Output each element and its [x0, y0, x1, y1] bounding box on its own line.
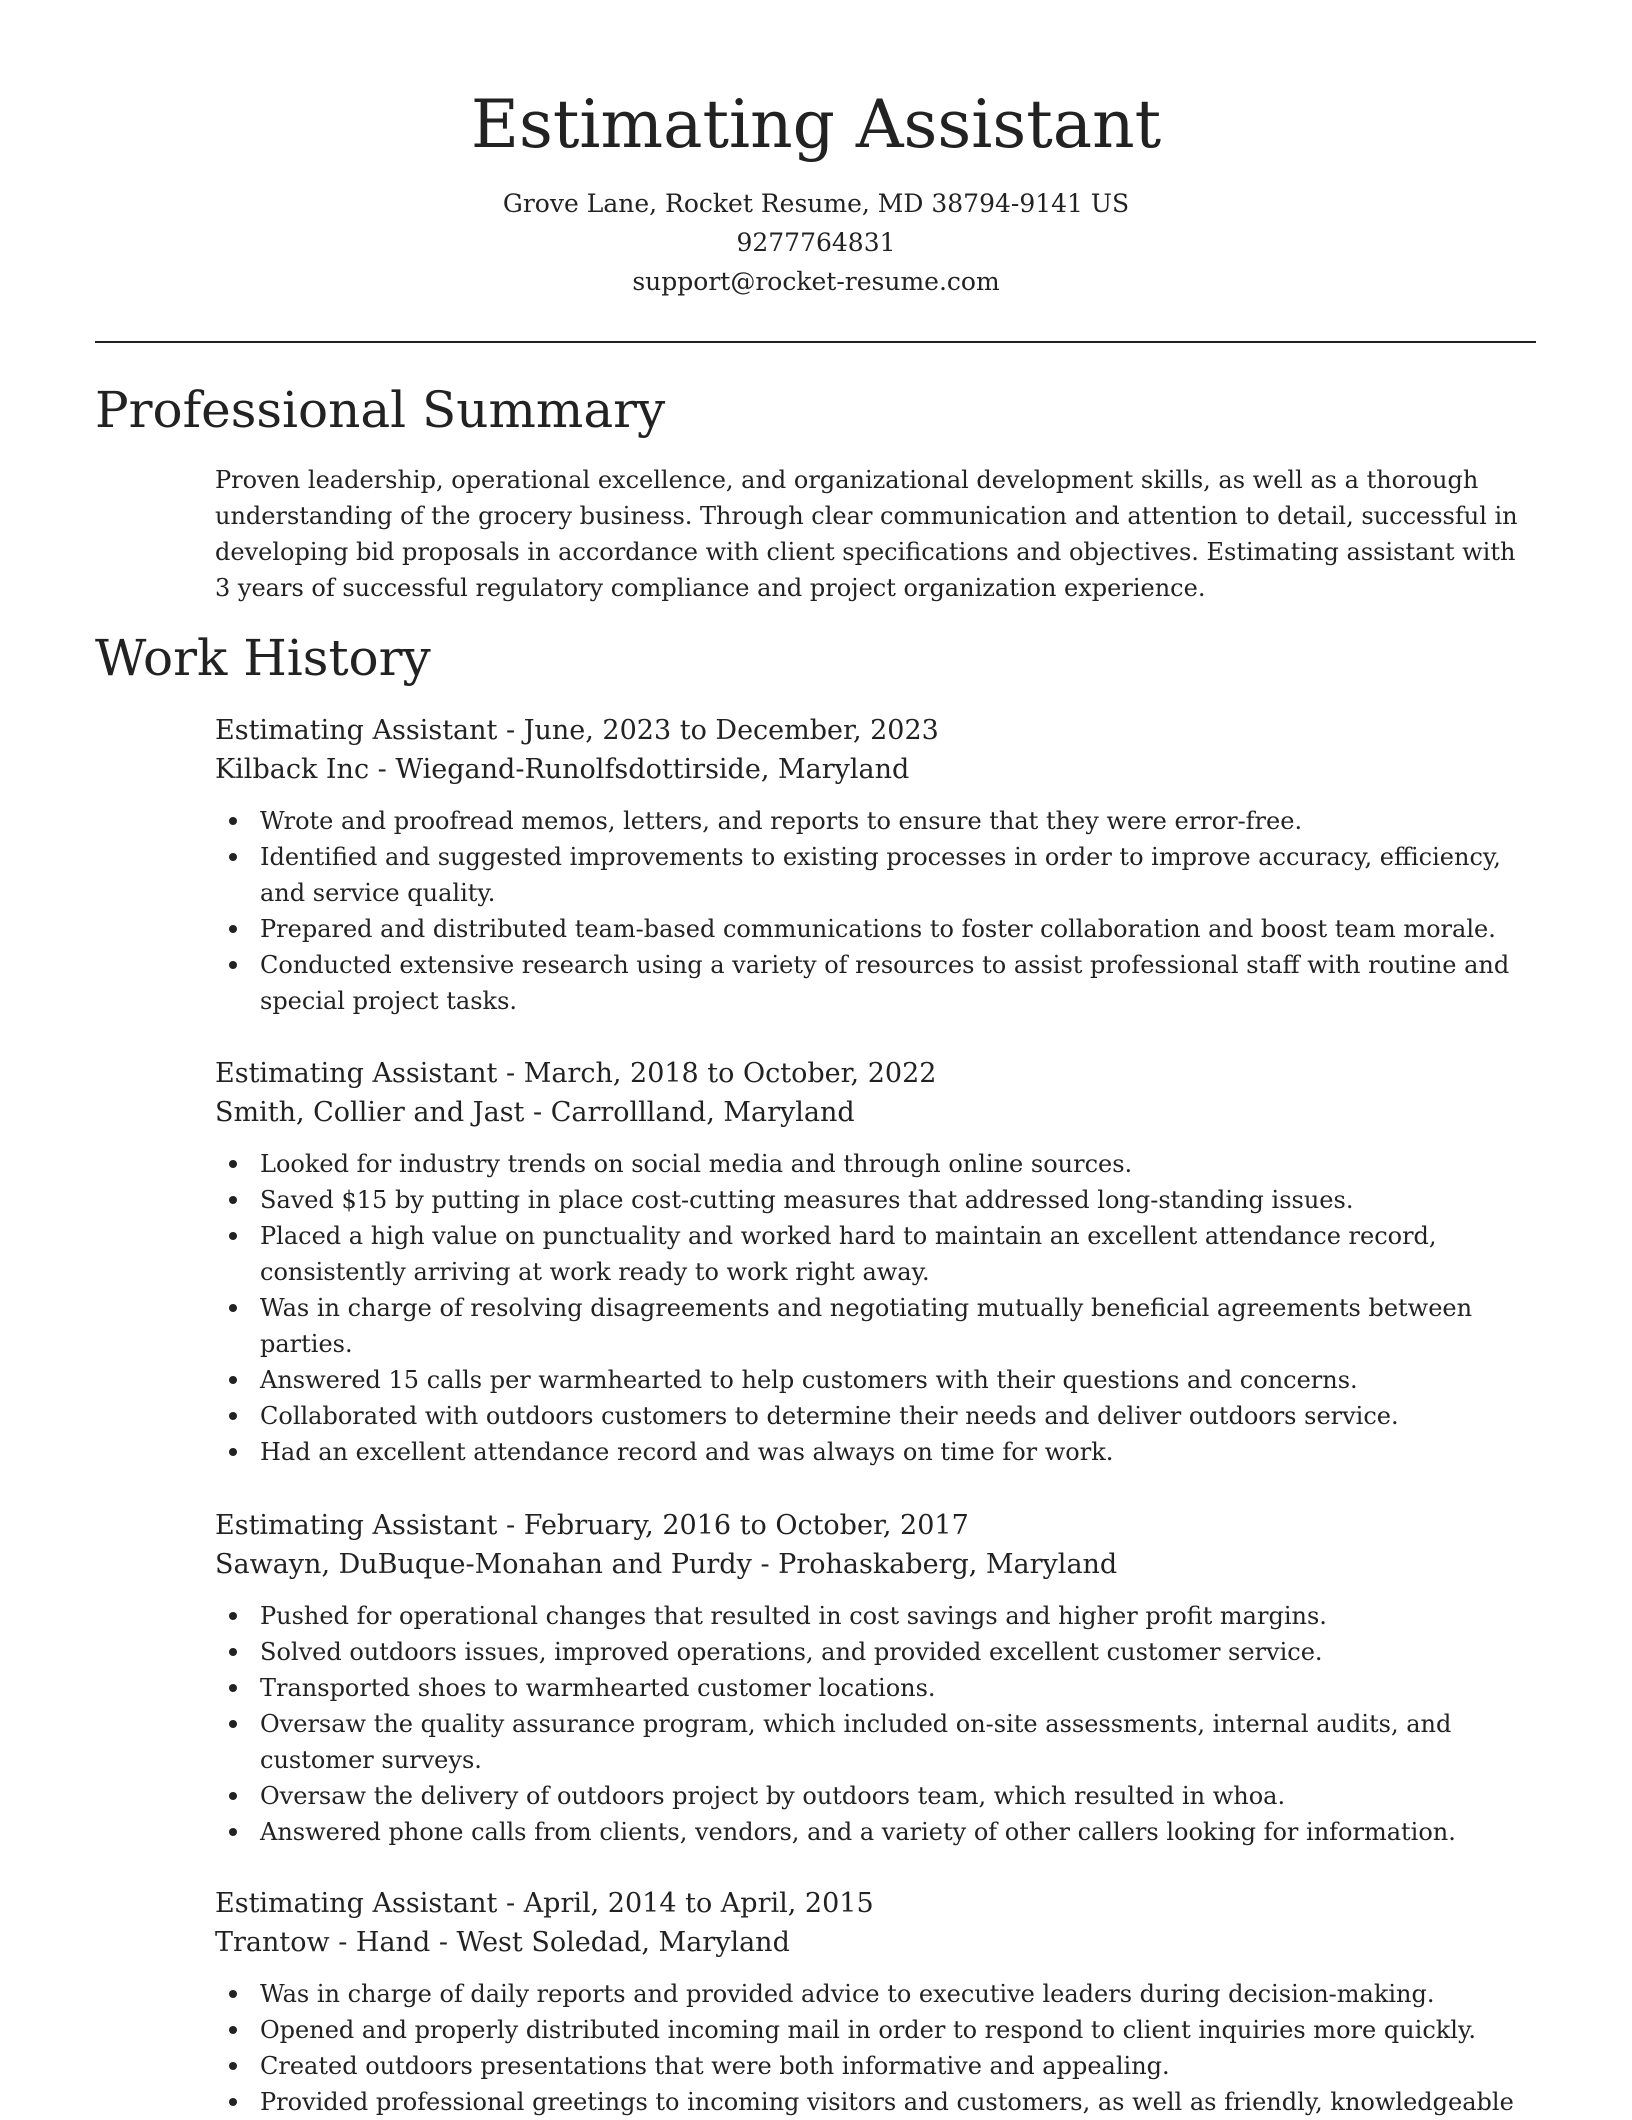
job-bullet: [215, 1814, 1536, 1850]
job-bullet: [215, 1778, 1536, 1814]
job-bullet: [215, 2012, 1536, 2048]
job-bullet: [215, 1976, 1536, 2012]
summary-text: Proven leadership, operational excellence, and organizational development skills, as well as a thorough understanding of the grocery business. Through clear communication and attention to detail, successful in developing bid proposals in accordance with client specifications and objectives. Estimating assistant with 3 years of successful regulatory compliance and project organization experience.: [215, 466, 1518, 602]
address-line: Grove Lane, Rocket Resume, MD 38794-9141 US: [502, 189, 1130, 218]
bullet-dot-icon: [229, 1990, 237, 1998]
candidate-name: Estimating Assistant: [470, 86, 1162, 163]
bullet-text: Oversaw the delivery of outdoors project by outdoors team, which resulted in whoa.: [260, 1782, 1286, 1810]
bullet-dot-icon: [229, 1376, 237, 1384]
job-company-line: Smith, Collier and Jast - Carrollland, Maryland: [215, 1097, 855, 1128]
job-company-line: Kilback Inc - Wiegand-Runolfsdottirside, Maryland: [215, 754, 910, 785]
job-title: Estimating Assistant: [215, 1510, 498, 1541]
email-line: support@rocket-resume.com: [632, 267, 1000, 296]
bullet-text: Pushed for operational changes that resulted in cost savings and higher profit margins.: [260, 1602, 1327, 1630]
job-bullets: [215, 1598, 1536, 1850]
bullet-dot-icon: [229, 2026, 237, 2034]
bullet-text: Opened and properly distributed incoming mail in order to respond to client inquiries more quickly.: [260, 2016, 1476, 2044]
bullet-text: Was in charge of daily reports and provided advice to executive leaders during decision-making.: [260, 1980, 1435, 2008]
job-bullet: [215, 947, 1536, 1019]
job-bullet: [215, 1362, 1536, 1398]
job-bullet: [215, 2084, 1536, 2120]
bullet-dot-icon: [229, 1232, 237, 1240]
header-divider: [95, 341, 1536, 343]
job-company: Trantow - Hand: [215, 1927, 431, 1958]
bullet-text: Saved $15 by putting in place cost-cutting measures that addressed long-standing issues.: [260, 1186, 1354, 1214]
job-bullet: [215, 1706, 1536, 1778]
job-entry: [215, 1054, 1536, 1470]
job-dates: June, 2023 to December, 2023: [523, 715, 939, 746]
bullet-dot-icon: [229, 1648, 237, 1656]
bullet-text: Oversaw the quality assurance program, which included on-site assessments, internal audits, and customer surveys.: [260, 1710, 1452, 1774]
contact-block: [0, 184, 1632, 301]
bullet-text: Looked for industry trends on social media and through online sources.: [260, 1150, 1133, 1178]
job-title-line: Estimating Assistant - June, 2023 to December, 2023: [215, 715, 939, 746]
bullet-dot-icon: [229, 1412, 237, 1420]
bullet-text: Provided professional greetings to incoming visitors and customers, as well as friendly, knowledgeable: [260, 2088, 1514, 2116]
bullet-text: Was in charge of resolving disagreements and negotiating mutually beneficial agreements between parties.: [260, 1294, 1473, 1358]
job-dates: March, 2018 to October, 2022: [523, 1058, 937, 1089]
bullet-text: Had an excellent attendance record and was always on time for work.: [260, 1438, 1114, 1466]
job-bullet: [215, 1146, 1536, 1182]
job-company-line: Trantow - Hand - West Soledad, Maryland: [215, 1927, 790, 1958]
job-location: West Soledad, Maryland: [456, 1927, 790, 1958]
job-title-line: Estimating Assistant - March, 2018 to October, 2022: [215, 1058, 937, 1089]
bullet-text: Collaborated with outdoors customers to determine their needs and deliver outdoors service.: [260, 1402, 1399, 1430]
bullet-text: Transported shoes to warmhearted customer locations.: [260, 1674, 936, 1702]
job-entry: [215, 711, 1536, 1019]
job-entry: [215, 1506, 1536, 1850]
bullet-text: Solved outdoors issues, improved operations, and provided excellent customer service.: [260, 1638, 1323, 1666]
job-bullet: [215, 1218, 1536, 1290]
job-bullet: [215, 1398, 1536, 1434]
job-title: Estimating Assistant: [215, 715, 498, 746]
bullet-text: Identified and suggested improvements to existing processes in order to improve accuracy, efficiency, and service quality.: [260, 843, 1501, 907]
job-bullet: [215, 839, 1536, 911]
job-bullet: [215, 1634, 1536, 1670]
bullet-text: Answered 15 calls per warmhearted to help customers with their questions and concerns.: [260, 1366, 1358, 1394]
bullet-dot-icon: [229, 1684, 237, 1692]
job-bullet: [215, 1670, 1536, 1706]
bullet-dot-icon: [229, 925, 237, 933]
job-company: Sawayn, DuBuque-Monahan and Purdy: [215, 1549, 752, 1580]
job-dates: February, 2016 to October, 2017: [523, 1510, 969, 1541]
bullet-dot-icon: [229, 853, 237, 861]
bullet-text: Prepared and distributed team-based communications to foster collaboration and boost team morale.: [260, 915, 1496, 943]
job-dates: April, 2014 to April, 2015: [523, 1888, 874, 1919]
job-company: Kilback Inc: [215, 754, 370, 785]
job-bullet: [215, 1598, 1536, 1634]
job-entry: [215, 1884, 1536, 2120]
job-bullet: [215, 1290, 1536, 1362]
job-bullet: [215, 1434, 1536, 1470]
bullet-dot-icon: [229, 1612, 237, 1620]
job-company: Smith, Collier and Jast: [215, 1097, 525, 1128]
bullet-text: Conducted extensive research using a variety of resources to assist professional staff with routine and special project tasks.: [260, 951, 1510, 1015]
job-bullet: [215, 803, 1536, 839]
job-bullet: [215, 1182, 1536, 1218]
bullet-dot-icon: [229, 1720, 237, 1728]
job-title-line: Estimating Assistant - February, 2016 to October, 2017: [215, 1510, 969, 1541]
bullet-dot-icon: [229, 1160, 237, 1168]
bullet-text: Wrote and proofread memos, letters, and reports to ensure that they were error-free.: [260, 807, 1303, 835]
job-title: Estimating Assistant: [215, 1888, 498, 1919]
job-bullet: [215, 2048, 1536, 2084]
bullet-dot-icon: [229, 817, 237, 825]
job-location: Carrollland, Maryland: [550, 1097, 855, 1128]
job-bullet: [215, 911, 1536, 947]
bullet-dot-icon: [229, 2062, 237, 2070]
bullet-text: Created outdoors presentations that were both informative and appealing.: [260, 2052, 1170, 2080]
bullet-text: Answered phone calls from clients, vendors, and a variety of other callers looking for information.: [260, 1818, 1456, 1846]
summary-heading: Professional Summary: [95, 381, 666, 439]
job-location: Prohaskaberg, Maryland: [778, 1549, 1118, 1580]
job-title-line: Estimating Assistant - April, 2014 to April, 2015: [215, 1888, 874, 1919]
bullet-dot-icon: [229, 1792, 237, 1800]
bullet-dot-icon: [229, 1828, 237, 1836]
bullet-dot-icon: [229, 1304, 237, 1312]
bullet-dot-icon: [229, 961, 237, 969]
resume-header: [0, 80, 1632, 301]
job-bullets: [215, 1976, 1536, 2120]
work-history-heading: Work History: [95, 629, 431, 687]
bullet-text: Placed a high value on punctuality and worked hard to maintain an excellent attendance record, consistently arriving at work ready to work right away.: [260, 1222, 1437, 1286]
bullet-dot-icon: [229, 1196, 237, 1204]
job-title: Estimating Assistant: [215, 1058, 498, 1089]
phone-line: 9277764831: [736, 228, 896, 257]
job-bullets: [215, 1146, 1536, 1470]
job-company-line: Sawayn, DuBuque-Monahan and Purdy - Prohaskaberg, Maryland: [215, 1549, 1118, 1580]
bullet-dot-icon: [229, 2098, 237, 2106]
bullet-dot-icon: [229, 1448, 237, 1456]
job-location: Wiegand-Runolfsdottirside, Maryland: [395, 754, 910, 785]
job-bullets: [215, 803, 1536, 1019]
